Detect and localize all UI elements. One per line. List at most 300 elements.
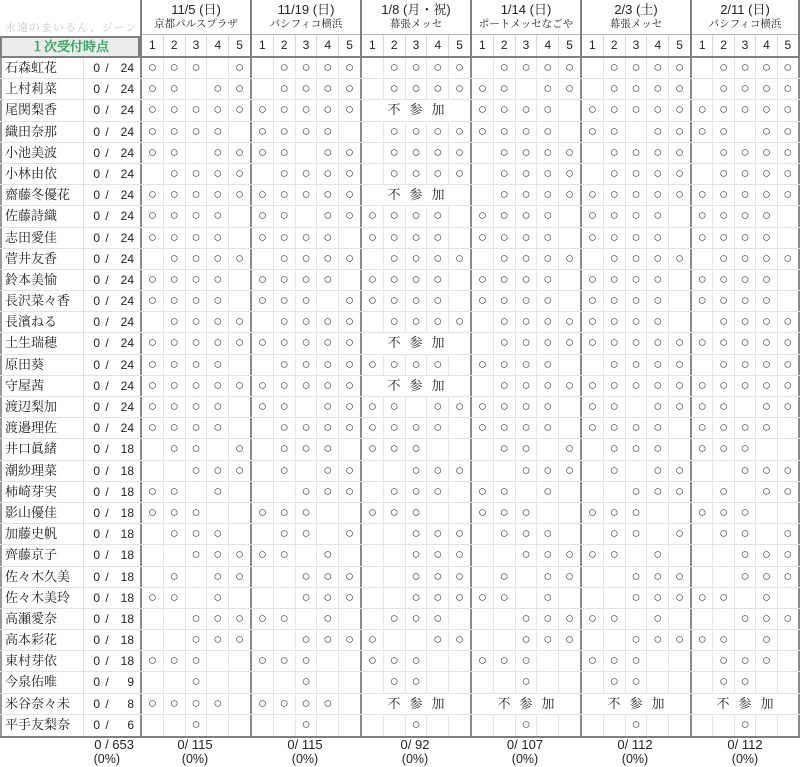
empty-slot xyxy=(339,715,360,736)
availability-circle: ○ xyxy=(713,439,734,459)
availability-circle: ○ xyxy=(384,270,406,290)
availability-circle: ○ xyxy=(735,439,756,459)
empty-slot xyxy=(362,715,384,736)
availability-circle: ○ xyxy=(472,206,494,226)
availability-circle: ○ xyxy=(186,291,208,311)
availability-circle: ○ xyxy=(692,185,713,205)
availability-circle: ○ xyxy=(235,249,245,267)
event-slot-group xyxy=(690,291,800,311)
availability-circle: ○ xyxy=(186,418,208,438)
count-slash: / xyxy=(105,421,109,436)
count-available: 0 xyxy=(93,272,100,287)
availability-circle: ○ xyxy=(427,461,449,481)
empty-slot xyxy=(604,567,626,587)
availability-circle: ○ xyxy=(252,397,274,417)
availability-circle: ○ xyxy=(317,376,339,396)
member-row xyxy=(0,270,800,291)
event-total: 0/ 115 xyxy=(287,737,323,752)
availability-circle: ○ xyxy=(692,333,713,353)
count-capacity: 24 xyxy=(120,378,134,393)
availability-circle: ○ xyxy=(164,418,186,438)
availability-circle: ○ xyxy=(735,185,756,205)
availability-circle: ○ xyxy=(384,228,406,248)
availability-circle: ○ xyxy=(427,164,449,184)
count-available: 0 xyxy=(93,400,100,414)
event-date: 11/19 (日) xyxy=(277,2,335,17)
event-slot-group xyxy=(140,524,250,544)
event-total: 0/ 92 xyxy=(400,737,430,752)
member-count xyxy=(84,524,140,544)
event-slot-group xyxy=(360,79,470,99)
empty-slot xyxy=(339,439,360,459)
availability-circle: ○ xyxy=(626,715,648,736)
availability-circle: ○ xyxy=(647,58,669,78)
empty-slot xyxy=(516,482,538,502)
member-row xyxy=(0,376,800,397)
event-slot-group xyxy=(690,312,800,332)
count-slash: / xyxy=(105,272,109,287)
availability-circle: ○ xyxy=(537,270,559,290)
availability-circle: ○ xyxy=(604,228,626,248)
member-name: 上村莉菜 xyxy=(0,79,84,99)
event-slot-group xyxy=(250,100,360,120)
event-slot-group xyxy=(140,164,250,184)
empty-slot xyxy=(582,355,604,375)
availability-circle: ○ xyxy=(317,609,339,629)
availability-circle: ○ xyxy=(207,312,229,332)
empty-slot xyxy=(296,545,318,565)
slot-number-cell: 1 xyxy=(472,35,494,56)
event-slot-group xyxy=(250,376,360,396)
event-slot-group xyxy=(690,397,800,417)
event-slot-group xyxy=(470,630,580,650)
count-capacity: 24 xyxy=(120,61,134,75)
empty-slot xyxy=(604,630,626,650)
availability-circle: ○ xyxy=(735,503,756,523)
availability-circle: ○ xyxy=(516,651,538,671)
availability-circle: ○ xyxy=(186,333,208,353)
availability-circle: ○ xyxy=(626,249,648,269)
slot-number-cell: 2 xyxy=(164,35,186,56)
count-capacity: 24 xyxy=(120,421,134,436)
empty-slot xyxy=(756,503,777,523)
empty-slot xyxy=(559,270,580,290)
empty-slot xyxy=(692,545,713,565)
availability-circle: ○ xyxy=(406,524,428,544)
availability-circle: ○ xyxy=(735,715,756,736)
empty-slot xyxy=(339,694,360,714)
availability-circle: ○ xyxy=(537,143,559,163)
count-available: 0 xyxy=(93,209,100,224)
availability-circle: ○ xyxy=(235,609,245,627)
availability-circle: ○ xyxy=(455,80,465,98)
availability-circle: ○ xyxy=(516,609,538,629)
availability-circle: ○ xyxy=(455,546,465,564)
empty-slot xyxy=(252,715,274,736)
empty-slot xyxy=(142,672,164,692)
availability-circle: ○ xyxy=(427,397,449,417)
count-slash: / xyxy=(105,145,109,160)
availability-circle: ○ xyxy=(626,143,648,163)
availability-circle: ○ xyxy=(317,418,339,438)
event-slot-group xyxy=(250,672,360,692)
availability-circle: ○ xyxy=(427,270,449,290)
availability-circle: ○ xyxy=(207,355,229,375)
empty-slot xyxy=(449,651,470,671)
availability-circle: ○ xyxy=(692,503,713,523)
availability-circle: ○ xyxy=(406,567,428,587)
empty-slot xyxy=(692,715,713,736)
member-count xyxy=(84,122,140,142)
empty-slot xyxy=(362,312,384,332)
event-slot-group xyxy=(470,79,580,99)
availability-circle: ○ xyxy=(582,206,604,226)
availability-circle: ○ xyxy=(455,461,465,479)
empty-slot xyxy=(778,503,798,523)
availability-circle: ○ xyxy=(207,228,229,248)
empty-slot xyxy=(692,482,713,502)
availability-circle: ○ xyxy=(582,312,604,332)
empty-slot xyxy=(362,609,384,629)
availability-circle: ○ xyxy=(735,651,756,671)
empty-slot xyxy=(669,545,690,565)
availability-circle: ○ xyxy=(565,567,575,585)
availability-circle: ○ xyxy=(317,122,339,142)
availability-circle: ○ xyxy=(604,333,626,353)
event-slot-group xyxy=(250,228,360,248)
slot-number-cell: 1 xyxy=(252,35,274,56)
event-slot-group xyxy=(470,228,580,248)
availability-circle: ○ xyxy=(692,291,713,311)
availability-circle: ○ xyxy=(494,185,516,205)
event-slot-group xyxy=(580,545,690,565)
count-available: 0 xyxy=(93,251,100,266)
availability-circle: ○ xyxy=(142,694,164,714)
event-slot-group xyxy=(360,503,470,523)
availability-circle: ○ xyxy=(675,164,685,182)
availability-circle: ○ xyxy=(675,567,685,585)
availability-circle: ○ xyxy=(675,398,685,415)
empty-slot xyxy=(449,228,470,248)
availability-circle: ○ xyxy=(537,333,559,353)
availability-circle: ○ xyxy=(274,249,296,269)
availability-circle: ○ xyxy=(142,397,164,417)
availability-circle: ○ xyxy=(142,355,164,375)
availability-circle: ○ xyxy=(626,482,648,502)
availability-circle: ○ xyxy=(252,185,274,205)
availability-circle: ○ xyxy=(647,418,669,438)
availability-circle: ○ xyxy=(735,58,756,78)
availability-circle: ○ xyxy=(207,291,229,311)
availability-circle: ○ xyxy=(296,630,318,650)
empty-slot xyxy=(449,609,470,629)
availability-circle: ○ xyxy=(427,79,449,99)
member-row xyxy=(0,503,800,524)
availability-circle: ○ xyxy=(604,164,626,184)
availability-circle: ○ xyxy=(516,503,538,523)
availability-circle: ○ xyxy=(626,291,648,311)
availability-circle: ○ xyxy=(604,291,626,311)
event-slot-group xyxy=(470,270,580,290)
availability-circle: ○ xyxy=(756,651,777,671)
empty-slot xyxy=(604,588,626,608)
availability-circle: ○ xyxy=(455,398,465,415)
availability-circle: ○ xyxy=(472,651,494,671)
empty-slot xyxy=(494,715,516,736)
event-slot-group xyxy=(140,715,250,736)
empty-slot xyxy=(778,206,798,226)
empty-slot xyxy=(207,58,229,78)
event-slot-group xyxy=(360,312,470,332)
availability-circle: ○ xyxy=(516,397,538,417)
empty-slot xyxy=(142,609,164,629)
availability-circle: ○ xyxy=(675,122,685,140)
empty-slot xyxy=(229,397,250,417)
availability-circle: ○ xyxy=(626,672,648,692)
availability-circle: ○ xyxy=(455,122,465,140)
slot-number-cell: 4 xyxy=(647,35,669,56)
availability-circle: ○ xyxy=(582,418,604,438)
empty-slot xyxy=(252,418,274,438)
count-capacity: 24 xyxy=(120,124,134,139)
member-count xyxy=(84,715,140,736)
empty-slot xyxy=(229,482,250,502)
member-row xyxy=(0,228,800,249)
event-slot-group xyxy=(690,58,800,78)
empty-slot xyxy=(449,291,470,311)
availability-circle: ○ xyxy=(142,79,164,99)
event-slot-group xyxy=(140,333,250,353)
event-slot-group xyxy=(140,79,250,99)
availability-circle: ○ xyxy=(235,101,245,119)
availability-circle: ○ xyxy=(296,312,318,332)
availability-circle: ○ xyxy=(384,609,406,629)
empty-slot xyxy=(362,461,384,481)
member-row xyxy=(0,672,800,693)
event-slot-group xyxy=(580,333,690,353)
availability-circle: ○ xyxy=(692,397,713,417)
event-slot-numbers xyxy=(252,35,360,56)
availability-circle: ○ xyxy=(756,249,777,269)
member-count xyxy=(84,503,140,523)
availability-circle: ○ xyxy=(296,79,318,99)
availability-circle: ○ xyxy=(565,334,575,352)
empty-slot xyxy=(186,143,208,163)
summary-percents-row xyxy=(0,753,800,767)
member-count xyxy=(84,100,140,120)
count-slash: / xyxy=(105,315,109,330)
empty-slot xyxy=(735,588,756,608)
availability-circle: ○ xyxy=(783,334,793,352)
availability-circle: ○ xyxy=(362,439,384,459)
availability-circle: ○ xyxy=(582,228,604,248)
slot-number-cell: 2 xyxy=(384,35,406,56)
empty-slot xyxy=(778,228,798,248)
availability-circle: ○ xyxy=(384,143,406,163)
availability-circle: ○ xyxy=(186,672,208,692)
availability-circle: ○ xyxy=(384,164,406,184)
availability-circle: ○ xyxy=(296,567,318,587)
event-header-group xyxy=(360,0,470,56)
availability-circle: ○ xyxy=(516,672,538,692)
availability-circle: ○ xyxy=(713,228,734,248)
availability-circle: ○ xyxy=(692,588,713,608)
empty-slot xyxy=(626,609,648,629)
empty-slot xyxy=(559,355,580,375)
count-available: 0 xyxy=(93,357,100,372)
event-slot-group xyxy=(250,630,360,650)
event-slot-group xyxy=(580,122,690,142)
availability-circle: ○ xyxy=(384,58,406,78)
availability-circle: ○ xyxy=(626,439,648,459)
availability-circle: ○ xyxy=(235,461,245,479)
event-slot-group xyxy=(140,503,250,523)
availability-circle: ○ xyxy=(756,206,777,226)
availability-circle: ○ xyxy=(494,333,516,353)
availability-circle: ○ xyxy=(317,100,339,120)
count-available: 0 xyxy=(93,633,100,648)
availability-circle: ○ xyxy=(384,397,406,417)
count-capacity: 24 xyxy=(120,251,134,266)
availability-circle: ○ xyxy=(455,249,465,267)
availability-circle: ○ xyxy=(296,228,318,248)
availability-circle: ○ xyxy=(582,397,604,417)
member-row xyxy=(0,715,800,736)
empty-slot xyxy=(142,439,164,459)
count-available: 0 xyxy=(93,548,100,563)
availability-circle: ○ xyxy=(274,524,296,544)
count-capacity: 9 xyxy=(127,675,134,690)
availability-circle: ○ xyxy=(692,376,713,396)
availability-circle: ○ xyxy=(317,545,339,565)
slot-number-cell: 2 xyxy=(274,35,296,56)
event-slot-group xyxy=(250,58,360,78)
count-capacity: 24 xyxy=(120,400,134,414)
count-slash: / xyxy=(105,166,109,181)
member-name: 渡邉理佐 xyxy=(0,418,84,438)
empty-slot xyxy=(362,122,384,142)
count-slash: / xyxy=(105,294,109,309)
availability-circle: ○ xyxy=(675,482,685,500)
availability-circle: ○ xyxy=(713,524,734,544)
availability-circle: ○ xyxy=(252,545,274,565)
availability-circle: ○ xyxy=(516,333,538,353)
count-capacity: 24 xyxy=(120,315,134,330)
header-left xyxy=(0,0,140,58)
availability-circle: ○ xyxy=(235,376,245,394)
not-participating-cell: 不参加 xyxy=(360,100,470,120)
availability-circle: ○ xyxy=(516,524,538,544)
empty-slot xyxy=(582,58,604,78)
event-total: 0/ 112 xyxy=(617,737,653,752)
availability-circle: ○ xyxy=(537,545,559,565)
count-available: 0 xyxy=(93,505,100,520)
member-name: 東村芽依 xyxy=(0,651,84,671)
availability-circle: ○ xyxy=(317,439,339,459)
member-count xyxy=(84,333,140,353)
availability-circle: ○ xyxy=(406,122,428,142)
availability-circle: ○ xyxy=(345,207,355,225)
event-slot-group xyxy=(250,185,360,205)
empty-slot xyxy=(472,567,494,587)
availability-circle: ○ xyxy=(142,100,164,120)
empty-slot xyxy=(164,545,186,565)
grand-percent: (0%) xyxy=(93,752,120,766)
empty-slot xyxy=(317,524,339,544)
availability-circle: ○ xyxy=(647,545,669,565)
empty-slot xyxy=(516,79,538,99)
availability-circle: ○ xyxy=(494,588,516,608)
availability-circle: ○ xyxy=(735,206,756,226)
event-slot-group xyxy=(250,418,360,438)
availability-circle: ○ xyxy=(604,58,626,78)
availability-circle: ○ xyxy=(565,631,575,649)
availability-circle: ○ xyxy=(516,122,538,142)
empty-slot xyxy=(296,397,318,417)
event-slot-group xyxy=(690,715,800,736)
member-name: 加藤史帆 xyxy=(0,524,84,544)
count-slash: / xyxy=(105,675,109,690)
availability-circle: ○ xyxy=(537,376,559,396)
count-available: 0 xyxy=(93,696,100,711)
event-slot-group xyxy=(580,567,690,587)
empty-slot xyxy=(252,312,274,332)
availability-circle: ○ xyxy=(735,249,756,269)
member-row xyxy=(0,418,800,439)
availability-circle: ○ xyxy=(296,122,318,142)
empty-slot xyxy=(362,164,384,184)
availability-circle: ○ xyxy=(345,101,355,119)
empty-slot xyxy=(339,609,360,629)
empty-slot xyxy=(427,439,449,459)
availability-circle: ○ xyxy=(692,228,713,248)
availability-circle: ○ xyxy=(713,376,734,396)
availability-circle: ○ xyxy=(516,418,538,438)
empty-slot xyxy=(692,672,713,692)
event-slot-group xyxy=(360,164,470,184)
availability-circle: ○ xyxy=(537,461,559,481)
event-slot-group xyxy=(580,503,690,523)
empty-slot xyxy=(142,567,164,587)
availability-circle: ○ xyxy=(252,122,274,142)
slot-number-cell: 5 xyxy=(456,38,463,52)
availability-circle: ○ xyxy=(186,715,208,736)
member-row xyxy=(0,588,800,609)
empty-slot xyxy=(778,439,798,459)
member-count xyxy=(84,249,140,269)
empty-slot xyxy=(252,567,274,587)
availability-circle: ○ xyxy=(362,206,384,226)
availability-circle: ○ xyxy=(427,588,449,608)
availability-circle: ○ xyxy=(494,100,516,120)
availability-circle: ○ xyxy=(274,228,296,248)
event-slot-group xyxy=(580,79,690,99)
member-count xyxy=(84,355,140,375)
event-slot-group xyxy=(580,588,690,608)
member-row xyxy=(0,461,800,482)
availability-circle: ○ xyxy=(186,355,208,375)
event-slot-group xyxy=(360,672,470,692)
availability-circle: ○ xyxy=(274,651,296,671)
availability-circle: ○ xyxy=(675,143,685,161)
event-slot-group xyxy=(250,206,360,226)
empty-slot xyxy=(449,206,470,226)
availability-circle: ○ xyxy=(384,503,406,523)
availability-circle: ○ xyxy=(537,58,559,78)
event-slot-group xyxy=(690,100,800,120)
event-slot-group xyxy=(250,355,360,375)
empty-slot xyxy=(472,715,494,736)
